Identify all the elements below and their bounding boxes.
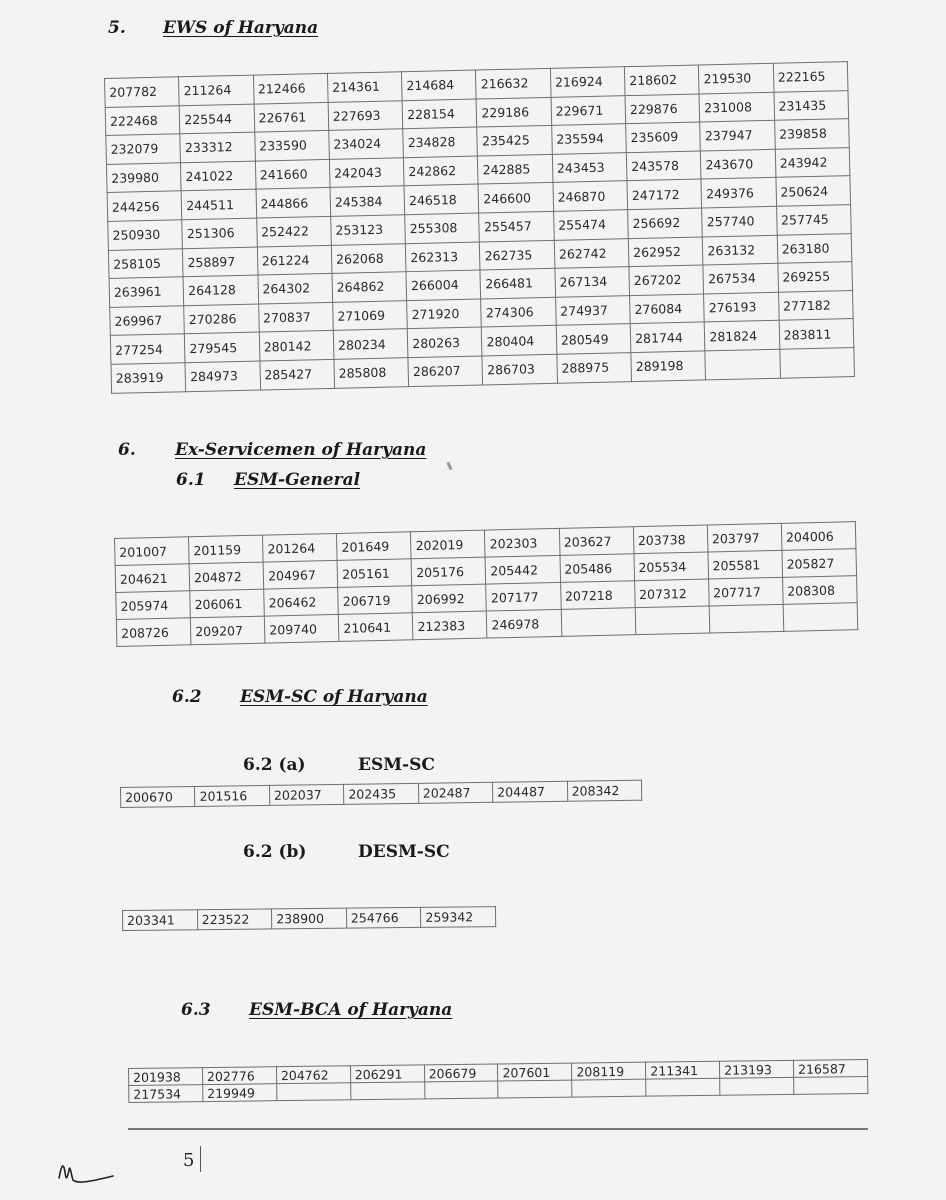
roll-number-cell: 243578 [626, 151, 701, 181]
roll-number-cell: 251306 [182, 218, 257, 248]
roll-number-cell: 203627 [559, 527, 634, 556]
roll-number-cell: 269967 [110, 305, 185, 335]
roll-number-cell: 259342 [421, 907, 496, 928]
roll-number-cell: 246978 [487, 609, 562, 638]
roll-number-cell: 214684 [402, 70, 477, 100]
roll-number-cell: 261224 [257, 245, 332, 275]
roll-number-cell: 222468 [105, 105, 180, 135]
roll-number-cell: 264128 [183, 275, 258, 305]
roll-number-cell: 262742 [554, 238, 629, 268]
subsection-number: 6.2 (a) [243, 755, 306, 775]
section-title: EWS of Haryana [163, 18, 319, 38]
roll-number-cell: 264302 [258, 274, 333, 304]
roll-number-cell: 237947 [700, 120, 775, 150]
roll-number-cell [276, 1083, 350, 1101]
roll-number-cell: 207782 [105, 77, 180, 107]
roll-number-cell: 206462 [264, 587, 339, 616]
roll-number-cell: 209207 [190, 616, 265, 645]
roll-number-cell: 208308 [782, 576, 857, 605]
esm-sc-roll-table [120, 780, 642, 808]
roll-number-cell: 203341 [123, 910, 198, 931]
roll-number-cell: 262735 [480, 240, 555, 270]
roll-number-cell: 219530 [699, 63, 774, 93]
roll-number-cell: 280263 [407, 327, 482, 357]
section-heading-esm-sc [172, 687, 428, 707]
roll-number-cell: 233590 [254, 131, 329, 161]
roll-number-cell: 213193 [720, 1060, 794, 1078]
roll-number-cell: 235609 [626, 122, 701, 152]
roll-number-cell: 263961 [109, 277, 184, 307]
roll-number-cell: 285427 [260, 359, 335, 389]
roll-number-cell [424, 1081, 498, 1099]
roll-number-cell [572, 1079, 646, 1097]
roll-number-cell: 243670 [701, 149, 776, 179]
roll-number-cell: 216632 [476, 68, 551, 98]
roll-number-cell: 206291 [350, 1065, 424, 1083]
section-number: 6.3 [181, 1000, 211, 1020]
section-number: 6. [118, 440, 136, 460]
roll-number-cell: 262313 [406, 242, 481, 272]
roll-number-cell [779, 347, 854, 377]
roll-number-cell: 206061 [190, 589, 265, 618]
roll-number-cell: 239858 [774, 119, 849, 149]
roll-number-cell: 229876 [625, 94, 700, 124]
handwritten-signature [55, 1150, 125, 1190]
roll-number-cell: 211264 [179, 75, 254, 105]
roll-number-cell: 246518 [404, 184, 479, 214]
roll-number-cell: 281744 [630, 322, 705, 352]
roll-number-cell: 205486 [560, 554, 635, 583]
roll-number-cell: 208726 [116, 618, 191, 647]
roll-number-cell: 271069 [333, 300, 408, 330]
roll-number-cell: 214361 [327, 72, 402, 102]
roll-number-cell: 254766 [346, 907, 421, 928]
roll-number-cell: 250930 [108, 220, 183, 250]
section-number: 6.2 [172, 687, 202, 707]
section-heading-esm [118, 440, 426, 460]
footer-separator [200, 1146, 201, 1172]
ews-roll-table [104, 61, 855, 393]
roll-number-cell: 271920 [407, 299, 482, 329]
section-heading-esm-bca [181, 1000, 452, 1020]
roll-number-cell [720, 1077, 794, 1095]
roll-number-cell: 277254 [110, 334, 185, 364]
section-heading-ews [108, 18, 318, 38]
footer-rule [128, 1128, 868, 1130]
roll-number-cell: 241022 [181, 161, 256, 191]
roll-number-cell: 256692 [628, 208, 703, 238]
section-title: ESM-General [234, 470, 361, 490]
scan-speck [446, 462, 452, 471]
roll-number-cell: 207218 [560, 581, 635, 610]
roll-number-cell: 243453 [552, 152, 627, 182]
roll-number-cell: 207601 [498, 1063, 572, 1081]
roll-number-cell: 267134 [555, 267, 630, 297]
roll-number-cell: 246870 [553, 181, 628, 211]
roll-number-cell: 243942 [775, 147, 850, 177]
roll-number-cell: 200670 [121, 786, 196, 807]
roll-number-cell [646, 1078, 720, 1096]
roll-number-cell: 245384 [330, 186, 405, 216]
roll-number-cell: 201007 [115, 537, 190, 566]
roll-number-cell: 262952 [628, 237, 703, 267]
roll-number-cell: 241660 [255, 159, 330, 189]
roll-number-cell: 206719 [338, 586, 413, 615]
roll-number-cell: 207717 [708, 577, 783, 606]
subsection-title: DESM-SC [358, 842, 450, 862]
roll-number-cell: 210641 [339, 613, 414, 642]
roll-number-cell: 204967 [263, 560, 338, 589]
roll-number-cell: 202776 [202, 1067, 276, 1085]
esm-general-roll-table [114, 521, 858, 647]
roll-number-cell: 208342 [567, 780, 642, 801]
roll-number-cell: 206679 [424, 1064, 498, 1082]
roll-number-cell: 266481 [480, 268, 555, 298]
roll-number-cell: 202435 [344, 783, 419, 804]
section-heading-esm-general [176, 470, 360, 490]
roll-number-cell: 203738 [633, 525, 708, 554]
roll-number-cell: 205176 [411, 557, 486, 586]
roll-number-cell: 239980 [106, 163, 181, 193]
roll-number-cell: 249376 [701, 178, 776, 208]
roll-number-cell: 286207 [408, 356, 483, 386]
roll-number-cell: 244511 [181, 189, 256, 219]
desm-sc-roll-table [122, 906, 496, 931]
roll-number-cell: 255308 [405, 213, 480, 243]
table-row [123, 907, 496, 931]
roll-number-cell: 201649 [337, 532, 412, 561]
roll-number-cell: 274937 [555, 295, 630, 325]
roll-number-cell: 246600 [478, 183, 553, 213]
roll-number-cell: 255474 [553, 210, 628, 240]
roll-number-cell: 280142 [259, 331, 334, 361]
roll-number-cell: 286703 [482, 354, 557, 384]
roll-number-cell: 205974 [116, 591, 191, 620]
page-number: 5 [183, 1150, 195, 1171]
roll-number-cell: 274306 [481, 297, 556, 327]
roll-number-cell: 205827 [782, 549, 857, 578]
roll-number-cell: 270837 [258, 302, 333, 332]
roll-number-cell: 238900 [272, 908, 347, 929]
section-title: ESM-SC of Haryana [240, 687, 428, 707]
roll-number-cell: 206992 [412, 584, 487, 613]
roll-number-cell [635, 606, 710, 635]
roll-number-cell: 262068 [331, 243, 406, 273]
roll-number-cell: 280404 [482, 326, 557, 356]
roll-number-cell: 242862 [404, 156, 479, 186]
roll-number-cell: 264862 [332, 272, 407, 302]
roll-number-cell: 204621 [115, 564, 190, 593]
roll-number-cell: 209740 [264, 614, 339, 643]
roll-number-cell: 229671 [551, 95, 626, 125]
roll-number-cell: 223522 [197, 909, 272, 930]
roll-number-cell: 252422 [256, 216, 331, 246]
roll-number-cell: 202019 [411, 530, 486, 559]
roll-number-cell: 277182 [778, 290, 853, 320]
roll-number-cell: 270286 [184, 304, 259, 334]
subsection-heading-esm-sc [243, 755, 435, 775]
roll-number-cell [783, 603, 858, 632]
roll-number-cell: 250624 [776, 176, 851, 206]
roll-number-cell: 204762 [276, 1066, 350, 1084]
roll-number-cell: 201159 [189, 535, 264, 564]
roll-number-cell: 234024 [329, 129, 404, 159]
roll-number-cell: 247172 [627, 179, 702, 209]
roll-number-cell: 280234 [333, 329, 408, 359]
roll-number-cell: 212383 [413, 611, 488, 640]
section-number: 6.1 [176, 470, 206, 490]
roll-number-cell: 205442 [485, 555, 560, 584]
roll-number-cell: 267202 [629, 265, 704, 295]
roll-number-cell: 202303 [485, 528, 560, 557]
roll-number-cell: 204006 [781, 522, 856, 551]
roll-number-cell: 235594 [551, 124, 626, 154]
roll-number-cell: 266004 [406, 270, 481, 300]
roll-number-cell: 202487 [418, 782, 493, 803]
roll-number-cell: 257745 [776, 205, 851, 235]
roll-number-cell: 283919 [111, 363, 186, 393]
roll-number-cell: 233312 [180, 132, 255, 162]
roll-number-cell: 211341 [646, 1061, 720, 1079]
roll-number-cell: 244866 [256, 188, 331, 218]
roll-number-cell: 263132 [703, 235, 778, 265]
roll-number-cell: 232079 [106, 134, 181, 164]
roll-number-cell: 276193 [704, 292, 779, 322]
roll-number-cell [498, 1080, 572, 1098]
esm-bca-roll-table [128, 1059, 868, 1103]
roll-number-cell [561, 608, 636, 637]
roll-number-cell: 201264 [263, 533, 338, 562]
roll-number-cell: 227693 [328, 100, 403, 130]
roll-number-cell: 205581 [708, 550, 783, 579]
roll-number-cell: 212466 [253, 73, 328, 103]
roll-number-cell: 269255 [778, 262, 853, 292]
roll-number-cell: 283811 [779, 319, 854, 349]
roll-number-cell: 288975 [557, 353, 632, 383]
subsection-title: ESM-SC [358, 755, 435, 775]
roll-number-cell: 218602 [624, 65, 699, 95]
roll-number-cell [705, 349, 780, 379]
subsection-heading-desm-sc [243, 842, 450, 862]
roll-number-cell: 228154 [402, 99, 477, 129]
roll-number-cell [709, 604, 784, 633]
section-title: Ex-Servicemen of Haryana [175, 440, 427, 460]
roll-number-cell: 234828 [403, 127, 478, 157]
roll-number-cell: 253123 [331, 215, 406, 245]
roll-number-cell: 242043 [329, 158, 404, 188]
subsection-number: 6.2 (b) [243, 842, 307, 862]
roll-number-cell: 258105 [108, 248, 183, 278]
roll-number-cell: 204487 [493, 781, 568, 802]
roll-number-cell: 255457 [479, 211, 554, 241]
roll-number-cell: 257740 [702, 206, 777, 236]
roll-number-cell: 258897 [183, 247, 258, 277]
roll-number-cell: 280549 [556, 324, 631, 354]
roll-number-cell: 219949 [203, 1084, 277, 1102]
roll-number-cell: 289198 [631, 351, 706, 381]
section-number: 5. [108, 18, 126, 38]
roll-number-cell: 201938 [129, 1068, 203, 1086]
roll-number-cell: 281824 [705, 321, 780, 351]
roll-number-cell: 205534 [634, 552, 709, 581]
roll-number-cell: 284973 [185, 361, 260, 391]
roll-number-cell: 217534 [129, 1085, 203, 1103]
roll-number-cell: 267534 [703, 263, 778, 293]
roll-number-cell: 226761 [254, 102, 329, 132]
roll-number-cell: 225544 [179, 104, 254, 134]
roll-number-cell: 207312 [634, 579, 709, 608]
roll-number-cell: 204872 [189, 562, 264, 591]
roll-number-cell [350, 1082, 424, 1100]
roll-number-cell: 205161 [337, 559, 412, 588]
roll-number-cell: 203797 [707, 523, 782, 552]
roll-number-cell: 201516 [195, 785, 270, 806]
roll-number-cell: 276084 [630, 294, 705, 324]
roll-number-cell: 229186 [477, 97, 552, 127]
roll-number-cell: 231008 [699, 92, 774, 122]
section-title: ESM-BCA of Haryana [249, 1000, 453, 1020]
roll-number-cell: 279545 [185, 332, 260, 362]
roll-number-cell: 202037 [269, 784, 344, 805]
roll-number-cell: 242885 [478, 154, 553, 184]
roll-number-cell: 208119 [572, 1062, 646, 1080]
roll-number-cell: 285808 [334, 358, 409, 388]
roll-number-cell: 263180 [777, 233, 852, 263]
roll-number-cell: 244256 [107, 191, 182, 221]
roll-number-cell: 207177 [486, 582, 561, 611]
roll-number-cell: 222165 [773, 62, 848, 92]
table-row [121, 780, 642, 807]
roll-number-cell: 216587 [793, 1059, 867, 1077]
roll-number-cell: 231435 [774, 90, 849, 120]
roll-number-cell: 216924 [550, 67, 625, 97]
roll-number-cell [794, 1076, 868, 1094]
roll-number-cell: 235425 [477, 126, 552, 156]
